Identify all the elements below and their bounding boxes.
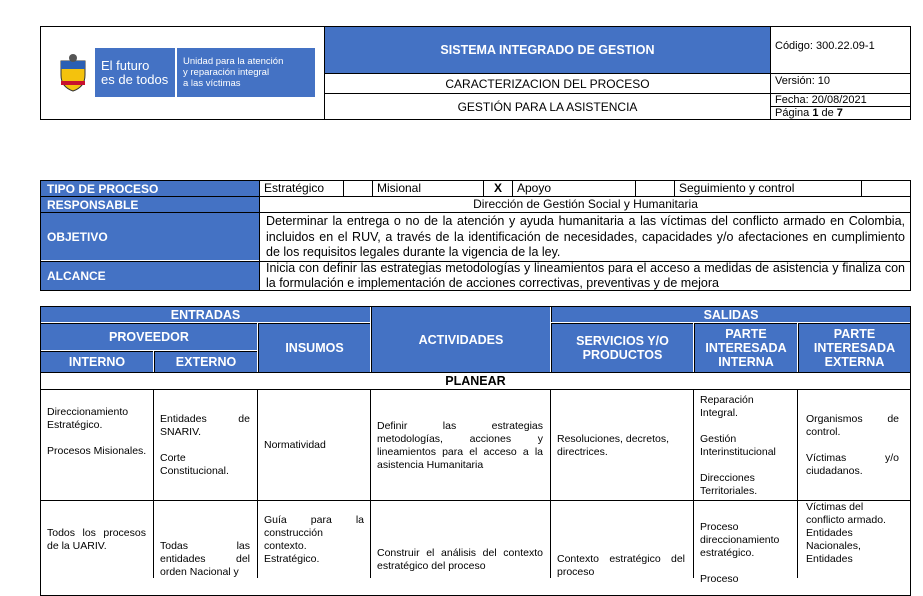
row-divider [40, 500, 911, 501]
insumos-header: INSUMOS [258, 323, 370, 372]
interno-header: INTERNO [41, 351, 153, 372]
row1-externo-2: Corte Constitucional. [160, 452, 229, 477]
coat-of-arms-icon [51, 48, 95, 97]
externo-header: EXTERNO [154, 351, 257, 372]
logo-unit-1: Unidad para la atención [183, 56, 284, 67]
misional-mark: X [483, 180, 513, 196]
version: Versión: 10 [771, 73, 911, 93]
process-name: GESTIÓN PARA LA ASISTENCIA [325, 93, 770, 120]
page-num: 1 [812, 107, 819, 119]
page-info [771, 106, 911, 120]
row1-actividad: Definir las estrategias metodologías, acciones y lineamientos para el acceso a la asistencia Humanitaria [377, 420, 543, 471]
misional: Misional [377, 181, 422, 195]
process-char: CARACTERIZACION DEL PROCESO [325, 73, 770, 93]
estrategico: Estratégico [259, 180, 343, 196]
row2-insumos: Guía para la construcción contexto. Estratégico. [264, 514, 364, 565]
row1-externa-1: Organismos de control. [806, 413, 899, 438]
row2-interna-2: Proceso [700, 573, 739, 585]
entradas-header: ENTRADAS [41, 307, 370, 322]
row1-interno-1: Direccionamiento Estratégico. [47, 406, 129, 431]
row1-interna [700, 394, 794, 498]
servicios-header: SERVICIOS Y/O PRODUCTOS [551, 323, 693, 372]
apoyo-box [635, 180, 675, 196]
row1-externa-2: Víctimas y/o ciudadanos. [806, 452, 899, 477]
tipo-label: TIPO DE PROCESO [41, 181, 259, 196]
col-line-1 [153, 389, 154, 578]
responsable-label: RESPONSABLE [41, 197, 259, 212]
row1-interna-3: Direcciones Territoriales. [700, 472, 758, 497]
row2-interna-1: Proceso direccionamiento estratégico. [700, 521, 780, 559]
system-title: SISTEMA INTEGRADO DE GESTION [325, 27, 770, 73]
seguimiento-box [861, 180, 911, 196]
logo-text-1: El futuro [101, 57, 150, 73]
apoyo: Apoyo [517, 181, 552, 195]
row1-insumos: Normatividad [264, 439, 326, 451]
responsable: Dirección de Gestión Social y Humanitaria [259, 196, 911, 212]
col-line-4 [550, 389, 551, 578]
row2-interno: Todos los procesos de la UARIV. [47, 527, 146, 552]
actividades-header: ACTIVIDADES [371, 307, 550, 372]
page-mid: de [818, 107, 837, 119]
logo-slogan [95, 48, 175, 97]
logo-unit-3: a las víctimas [183, 78, 241, 89]
row2-externa: Víctimas del conflicto armado. Entidades Nacionales, Entidades [806, 501, 886, 565]
alcance-label: ALCANCE [41, 262, 259, 290]
row1-externo-1: Entidades de SNARIV. [160, 413, 250, 438]
row1-externa [806, 413, 899, 478]
proveedor-header: PROVEEDOR [41, 323, 257, 350]
alcance: Inicia con definir las estrategias metodologías y lineamientos para el acceso a medidas de asistencia y finaliza con la formulación e implementación de acciones correctivas, preventivas y de mejora [259, 261, 911, 291]
page-total: 7 [836, 107, 843, 119]
row2-actividad: Construir el análisis del contexto estratégico del proceso [377, 547, 543, 572]
row1-interno [47, 406, 147, 458]
parte-interna-header: PARTE INTERESADA INTERNA [694, 323, 797, 372]
col-line-6 [797, 389, 798, 578]
seguimiento: Seguimiento y control [679, 181, 795, 195]
date: Fecha: 20/08/2021 [771, 93, 911, 106]
col-line-5 [693, 389, 694, 578]
row1-externo [160, 413, 250, 478]
row2-servicios: Contexto estratégico del proceso [557, 553, 685, 578]
parte-externa-header: PARTE INTERESADA EXTERNA [798, 323, 910, 372]
row1-interna-2: Gestión Interinstitucional [700, 433, 776, 458]
logo-unit [177, 48, 315, 97]
logo-unit-2: y reparación integral [183, 67, 270, 78]
row1-servicios: Resoluciones, decretos, directrices. [557, 433, 670, 458]
code: Código: 300.22.09-1 [775, 40, 875, 52]
col-line-3 [370, 389, 371, 578]
row2-externo: Todas las entidades del orden Nacional y [160, 540, 250, 578]
objetivo-label: OBJETIVO [41, 213, 259, 260]
section-planear: PLANEAR [445, 374, 506, 388]
objetivo: Determinar la entrega o no de la atención y ayuda humanitaria a las víctimas del conflicto armado en Colombia, incluidos en el RUV, a través de la identificación de necesidades, capacidades y/o afectaciones en cumplimiento de los requisitos legales durante la vigencia de la ley. [259, 212, 911, 261]
section-line [40, 389, 911, 390]
salidas-header: SALIDAS [551, 307, 910, 322]
logo [51, 48, 315, 97]
page-prefix: Página [775, 107, 813, 119]
col-line-2 [257, 389, 258, 578]
logo-text-2: es de todos [101, 71, 169, 87]
row2-interna [700, 521, 794, 586]
row1-interno-2: Procesos Misionales. [47, 445, 147, 457]
row1-interna-1: Reparación Integral. [700, 394, 754, 419]
estrategico-box [343, 180, 373, 196]
